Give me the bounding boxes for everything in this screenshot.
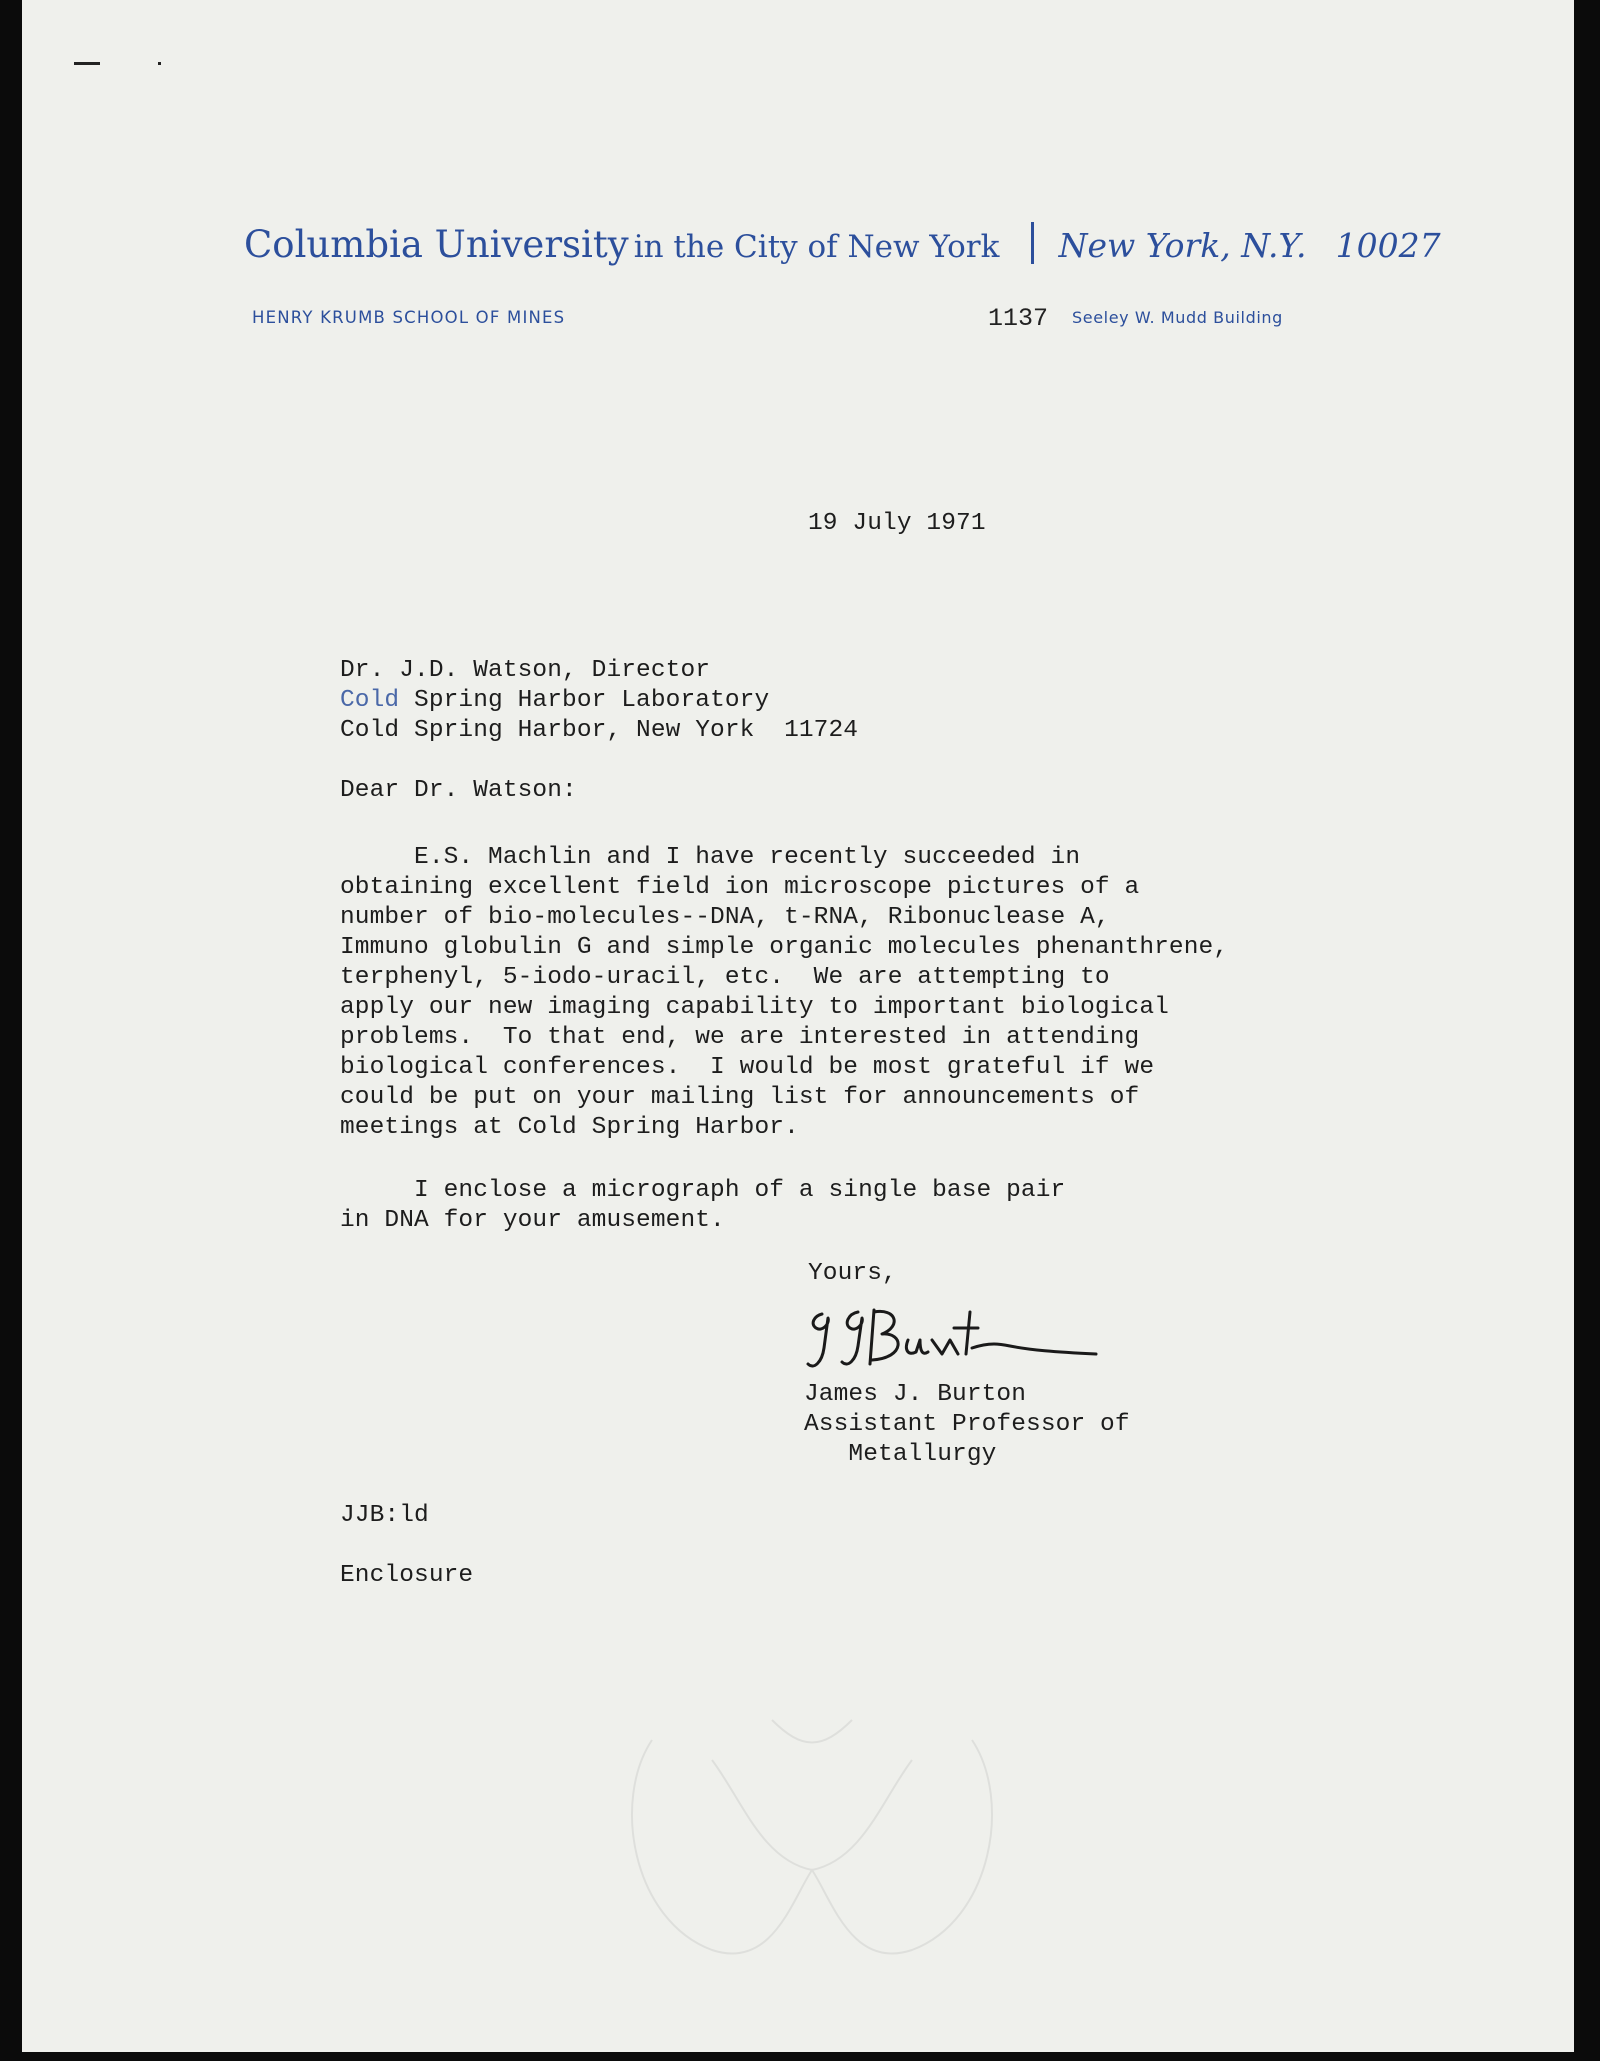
body-line: in DNA for your amusement. [340, 1207, 725, 1234]
body-line: apply our new imaging capability to important biological [340, 994, 1169, 1021]
closing: Yours, [808, 1260, 897, 1287]
signer-title: Assistant Professor of [804, 1411, 1130, 1438]
room-number: 1137 [988, 304, 1049, 333]
letterhead-zip: 10027 [1335, 226, 1441, 265]
school-name: HENRY KRUMB SCHOOL OF MINES [252, 308, 566, 327]
university-location: in the City of New York [633, 229, 1000, 265]
body-line: I enclose a micrograph of a single base pair [340, 1177, 1066, 1204]
body-line: obtaining excellent field ion microscope pictures of a [340, 874, 1140, 901]
signature-block [804, 1380, 1130, 1470]
letter-page [22, 0, 1574, 2052]
edge-dot [158, 62, 161, 65]
university-name: Columbia University [244, 223, 629, 266]
letterhead-title [244, 222, 1441, 278]
building-name: Seeley W. Mudd Building [1072, 308, 1283, 327]
body-line: could be put on your mailing list for announcements of [340, 1084, 1140, 1111]
body-line: Immuno globulin G and simple organic molecules phenanthrene, [340, 934, 1229, 961]
edge-mark [74, 62, 100, 65]
letter-date: 19 July 1971 [808, 510, 986, 537]
body-paragraph-1 [340, 843, 1228, 1143]
body-line: terphenyl, 5-iodo-uracil, etc. We are attempting to [340, 964, 1110, 991]
recipient-line-3: Cold Spring Harbor, New York 11724 [340, 717, 859, 744]
letterhead-divider [1031, 222, 1034, 264]
recipient-line-1: Dr. J.D. Watson, Director [340, 657, 711, 684]
body-line: E.S. Machlin and I have recently succeeded in [340, 844, 1081, 871]
recipient-address [340, 656, 858, 746]
enclosure-note: Enclosure [340, 1562, 474, 1589]
recipient-line-2-first-word: Cold [340, 687, 400, 714]
reference-initials: JJB:ld [340, 1502, 429, 1529]
signer-department: Metallurgy [804, 1441, 997, 1468]
body-line: number of bio-molecules--DNA, t-RNA, Ribonuclease A, [340, 904, 1110, 931]
signer-name: James J. Burton [804, 1381, 1027, 1408]
body-line: meetings at Cold Spring Harbor. [340, 1114, 799, 1141]
paper-watermark [612, 1700, 1012, 1980]
letterhead-city: New York, N.Y. [1058, 226, 1307, 265]
body-paragraph-2 [340, 1176, 1065, 1236]
body-line: biological conferences. I would be most grateful if we [340, 1054, 1155, 1081]
handwritten-signature [804, 1300, 1104, 1376]
body-line: problems. To that end, we are interested in attending [340, 1024, 1140, 1051]
salutation: Dear Dr. Watson: [340, 777, 577, 804]
recipient-line-2: Spring Harbor Laboratory [399, 687, 770, 714]
